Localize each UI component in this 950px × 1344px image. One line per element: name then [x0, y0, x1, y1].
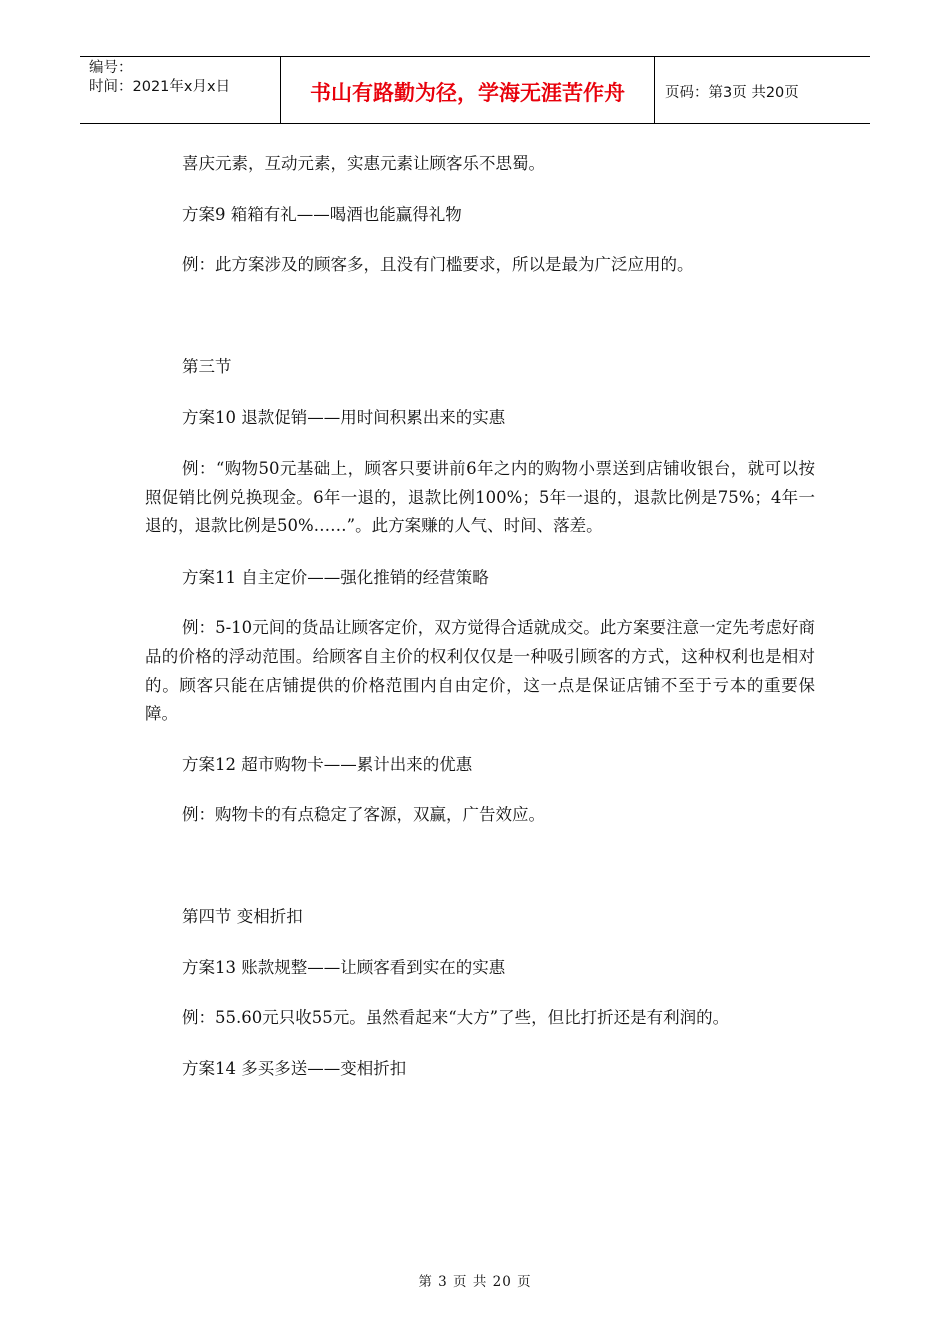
paragraph: 例：5-10元间的货品让顾客定价，双方觉得合适就成交。此方案要注意一定先考虑好商品的价格的浮动范围。给顾客自主价的权利仅仅是一种吸引顾客的方式，这种权利也是相对的。顾客只能在店铺提供的价格范围内自由定价，这一点是保证店铺不至于亏本的重要保障。 — [145, 618, 815, 724]
plan-heading: 方案13 账款规整——让顾客看到实在的实惠 — [182, 957, 506, 977]
paragraph: 喜庆元素，互动元素，实惠元素让顾客乐不思蜀。 — [182, 154, 545, 173]
plan-heading: 方案14 多买多送——变相折扣 — [182, 1058, 407, 1078]
header-info-cell — [80, 57, 281, 123]
section-heading: 第四节 变相折扣 — [182, 906, 303, 926]
section-heading: 第三节 — [182, 356, 232, 376]
plan-heading: 方案10 退款促销——用时间积累出来的实惠 — [182, 408, 506, 428]
document-date-label: 时间：2021年x月x日 — [89, 79, 231, 95]
document-body — [145, 150, 815, 1083]
paragraph: 例：此方案涉及的顾客多，且没有门槛要求，所以是最为广泛应用的。 — [182, 255, 694, 275]
plan-heading: 方案9 箱箱有礼——喝酒也能赢得礼物 — [182, 204, 462, 224]
header-motto: 书山有路勤为径，学海无涯苦作舟 — [281, 57, 655, 123]
paragraph: 例：55.60元只收55元。虽然看起来“大方”了些，但比打折还是有利润的。 — [182, 1008, 730, 1028]
paragraph: 例：“购物50元基础上，顾客只要讲前6年之内的购物小票送到店铺收银台，就可以按照促销比例兑换现金。6年一退的，退款比例100%；5年一退的，退款比例是75%；4年一退的，退款比例是50%……”。此方案赚的人气、时间、落差。 — [145, 458, 815, 536]
header-page-number: 页码：第3页 共20页 — [665, 84, 799, 101]
page-footer: 第 3 页 共 20 页 — [418, 1274, 532, 1290]
plan-heading: 方案11 自主定价——强化推销的经营策略 — [182, 567, 489, 587]
document-number-label: 编号： — [89, 60, 133, 76]
plan-heading: 方案12 超市购物卡——累计出来的优惠 — [182, 754, 473, 774]
paragraph: 例：购物卡的有点稳定了客源，双赢，广告效应。 — [182, 805, 545, 825]
page-header — [80, 56, 870, 124]
